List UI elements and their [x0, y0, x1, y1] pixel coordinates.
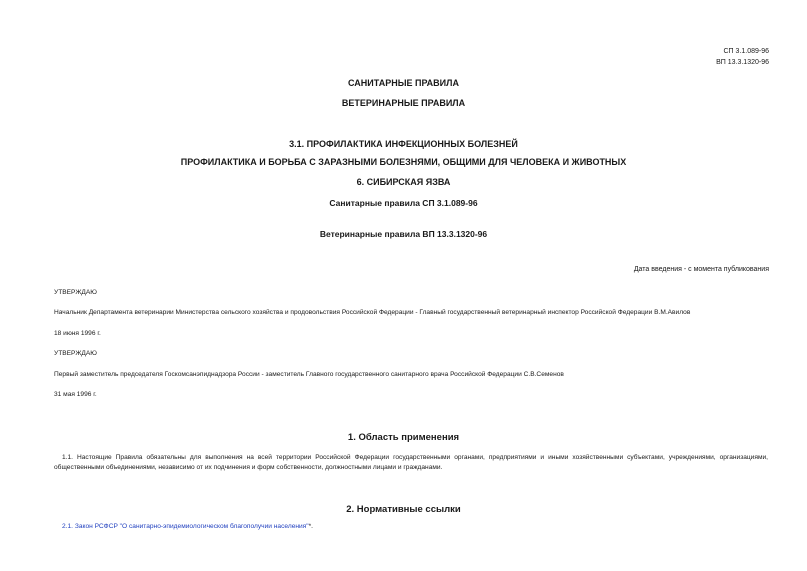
reference-item — [62, 522, 762, 532]
title-disease: 6. СИБИРСКАЯ ЯЗВА — [356, 177, 451, 187]
section-scope-text: 1.1. Настоящие Правила обязательны для выполнения на всей территории Российской Федерации государственными органами, предприятиями и иными хозяйственными субъектами, учреждениями, организациями, общественными объединениями, независимо от их подчинения и форм собственности, должностными лицами и гражданами. — [54, 454, 768, 471]
title-subsection: ПРОФИЛАКТИКА И БОРЬБА С ЗАРАЗНЫМИ БОЛЕЗНЯМИ, ОБЩИМИ ДЛЯ ЧЕЛОВЕКА И ЖИВОТНЫХ — [180, 157, 627, 167]
title-sanitary: САНИТАРНЫЕ ПРАВИЛА — [348, 78, 459, 88]
section-refs-title: 2. Нормативные ссылки — [346, 504, 461, 515]
intro-date: Дата введения - с момента публикования — [633, 266, 769, 273]
approval-date: 18 июня 1996 г. — [54, 330, 101, 337]
reference-suffix: *. — [308, 523, 313, 530]
title-section: 3.1. ПРОФИЛАКТИКА ИНФЕКЦИОННЫХ БОЛЕЗНЕЙ — [289, 139, 518, 149]
reference-link[interactable]: Закон РСФСР "О санитарно-эпидемиологическом благополучии населения" — [74, 523, 309, 530]
title-veterinary: ВЕТЕРИНАРНЫЕ ПРАВИЛА — [341, 98, 466, 108]
title-sp-rules: Санитарные правила СП 3.1.089-96 — [329, 198, 478, 208]
section-scope-title: 1. Область применения — [347, 432, 460, 443]
approval-person: Начальник Департамента ветеринарии Министерства сельского хозяйства и продовольствия Российской Федерации - Главный государственный ветеринарный инспектор Российской Федерации В.М.Авилов — [54, 309, 691, 316]
approval-label: УТВЕРЖДАЮ — [54, 350, 97, 357]
reference-prefix: 2.1. — [62, 523, 75, 530]
approval-date: 31 мая 1996 г. — [54, 391, 97, 398]
approval-label: УТВЕРЖДАЮ — [54, 289, 97, 296]
title-vp-rules: Ветеринарные правила ВП 13.3.1320-96 — [319, 229, 488, 239]
doc-code-sp: СП 3.1.089-96 — [723, 48, 769, 55]
doc-code-vp: ВП 13.3.1320-96 — [716, 59, 769, 66]
approval-person: Первый заместитель председателя Госкомсанэпиднадзора России - заместитель Главного государственного санитарного врача Российской Федерации С.В.Семенов — [54, 371, 564, 378]
